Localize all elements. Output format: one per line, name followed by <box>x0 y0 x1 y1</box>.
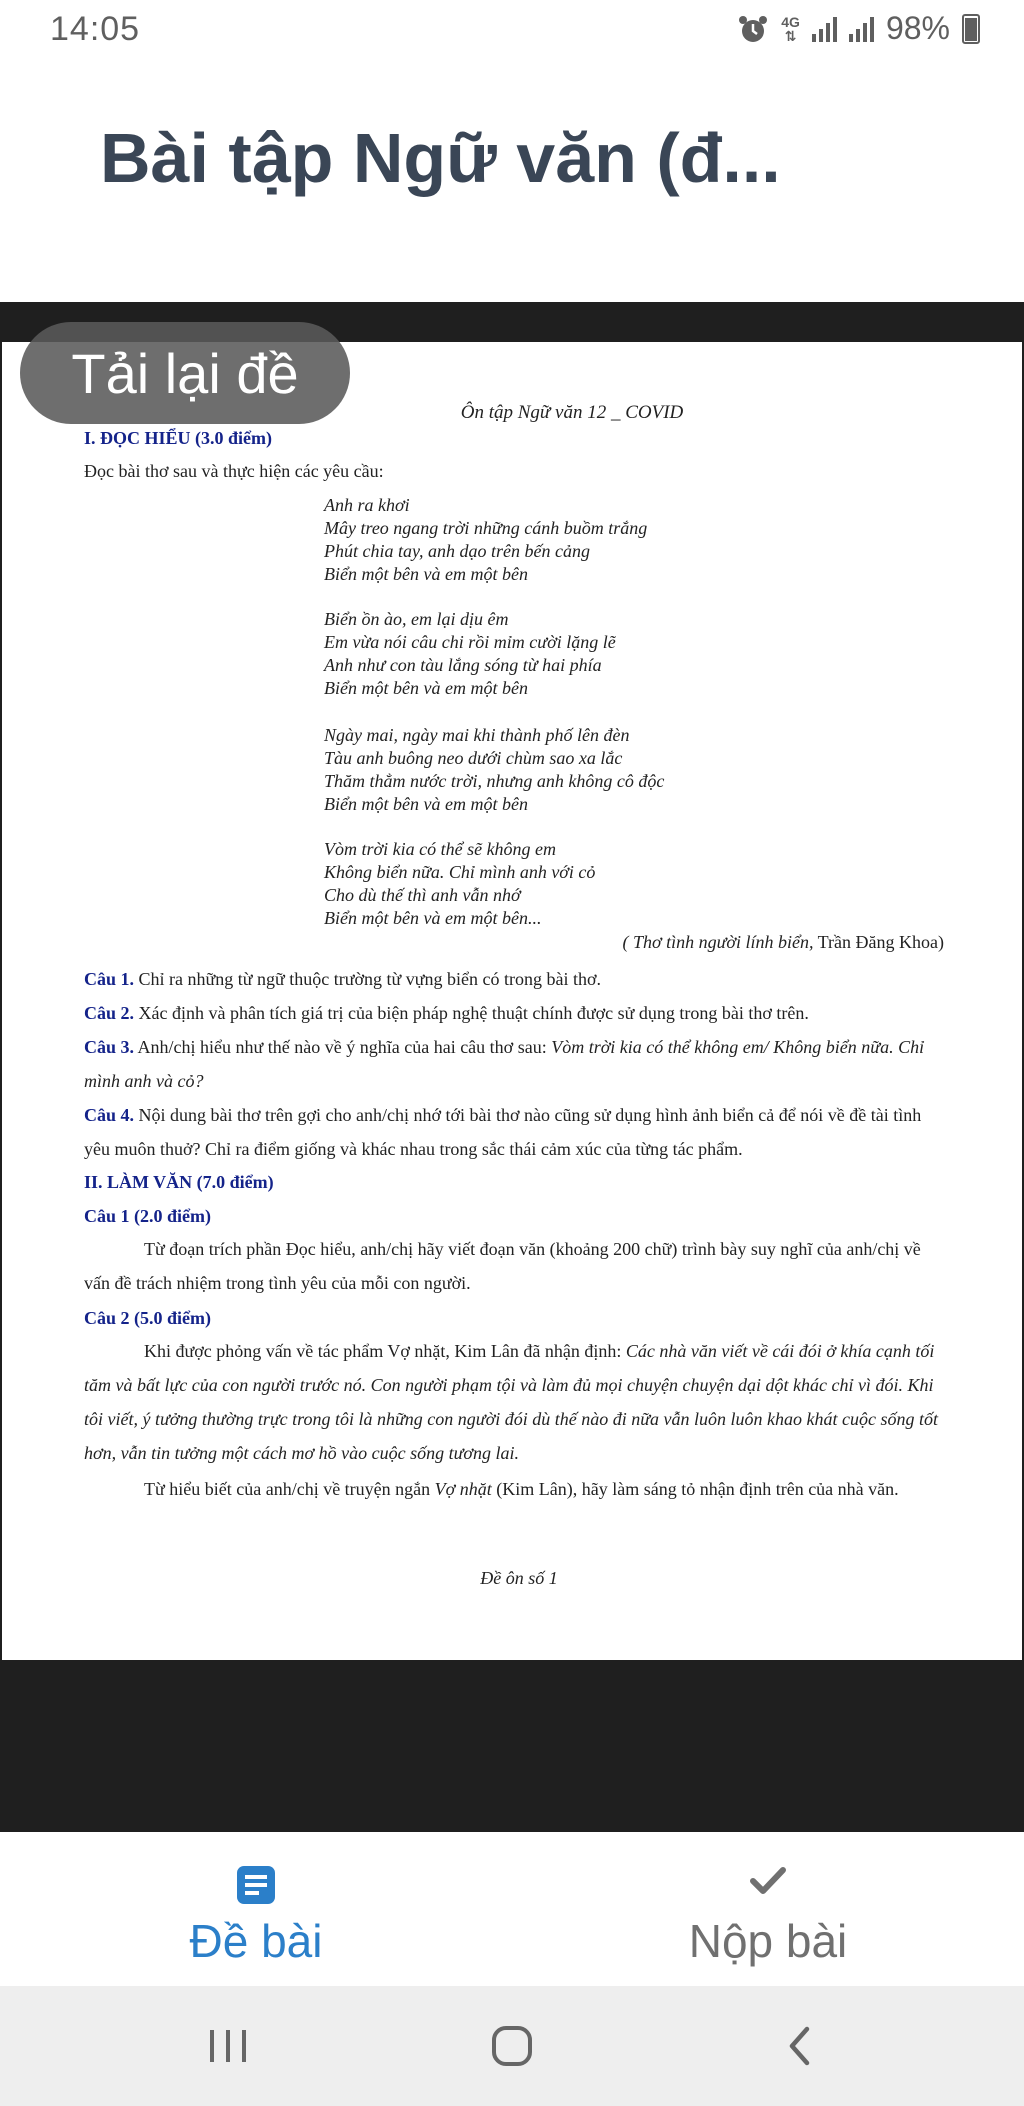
back-button[interactable] <box>770 2016 830 2076</box>
question-3: Câu 3. Anh/chị hiểu như thế nào về ý nghĩa của hai câu thơ sau: Vòm trời kia có thể không em/ Không biển nữa. Chỉ mình anh và cỏ? <box>84 1037 925 1091</box>
poem-line: Tàu anh buông neo dưới chùm sao xa lắc <box>324 748 623 768</box>
writing-part-2-title: Câu 2 (5.0 điểm) <box>84 1308 211 1328</box>
poem-line: Anh như con tàu lắng sóng từ hai phía <box>324 655 602 675</box>
system-nav-bar <box>0 1986 1024 2106</box>
poem-stanza-4 <box>324 838 595 930</box>
network-type-icon: 4G ⇅ <box>781 13 800 44</box>
question-2: Câu 2. Xác định và phân tích giá trị của biện pháp nghệ thuật chính được sử dụng trong bài thơ trên. <box>84 1003 809 1023</box>
poem-line: Mây treo ngang trời những cánh buồm trắng <box>324 518 648 538</box>
document-footer-label: Đề ôn số 1 <box>480 1568 558 1588</box>
writing-part-1-text: Từ đoạn trích phần Đọc hiểu, anh/chị hãy viết đoạn văn (khoảng 200 chữ) trình bày suy nghĩ của anh/chị về vấn đề trách nhiệm trong tình yêu của mỗi con người. <box>84 1239 921 1293</box>
tab-submit[interactable] <box>512 1832 1024 1986</box>
home-icon <box>489 2023 535 2069</box>
writing-part-2-prompt: Khi được phỏng vấn về tác phẩm Vợ nhặt, Kim Lân đã nhận định: Các nhà văn viết về cái đói ở khía cạnh tối tăm và bất lực của con người trước nó. Con người phạm tội và làm đủ mọi chuyện chuyện dại dột khác chỉ vì đói. Khi tôi viết, ý tưởng thường trực trong tôi là những con người đói dù thế nào đi nữa vẫn luôn luôn khao khát cuộc sống tốt hơn, vẫn tin tưởng một cách mơ hồ vào cuộc sống tương lai. <box>84 1341 938 1463</box>
document-icon <box>235 1864 277 1906</box>
document-viewer[interactable] <box>0 302 1024 1832</box>
poem-line: Không biển nữa. Chỉ mình anh với cỏ <box>324 862 596 882</box>
bottom-tab-bar <box>0 1832 1024 1986</box>
status-icons <box>737 10 980 47</box>
question-1: Câu 1. Chỉ ra những từ ngữ thuộc trường từ vựng biển có trong bài thơ. <box>84 969 602 989</box>
status-bar <box>0 0 1024 64</box>
reload-exam-button[interactable]: Tải lại đề <box>20 322 350 424</box>
alarm-icon <box>737 13 769 45</box>
poem-line: Biển một bên và em một bên <box>324 678 528 698</box>
signal-icon <box>812 16 837 42</box>
writing-part-1-title: Câu 1 (2.0 điểm) <box>84 1206 211 1226</box>
poem-line: Phút chia tay, anh dạo trên bến cảng <box>324 541 590 561</box>
poem-stanza-1 <box>324 494 647 586</box>
poem-line: Biển một bên và em một bên <box>324 794 528 814</box>
signal-icon <box>849 16 874 42</box>
poem-line: Anh ra khơi <box>324 495 410 515</box>
poem-line: Ngày mai, ngày mai khi thành phố lên đèn <box>324 725 630 745</box>
document-page <box>2 342 1022 1660</box>
section-reading-title: I. ĐỌC HIỂU (3.0 điểm) <box>84 428 272 448</box>
battery-percent: 98% <box>885 10 950 46</box>
network-type-label: 4G <box>781 13 800 30</box>
poem-line: Biển một bên và em một bên... <box>324 908 542 928</box>
poem-stanza-3 <box>324 724 664 816</box>
poem-stanza-2 <box>324 608 616 700</box>
page-title: Bài tập Ngữ văn (đ... <box>100 119 781 197</box>
tab-exam-label: Đề bài <box>189 1915 323 1967</box>
poem-line: Thăm thẳm nước trời, nhưng anh không cô độc <box>324 771 665 791</box>
question-4: Câu 4. Nội dung bài thơ trên gợi cho anh/chị nhớ tới bài thơ nào cũng sử dụng hình ảnh biển cả để nói về đề tài tình yêu muôn thuở? Chỉ ra điểm giống và khác nhau trong sắc thái cảm xúc của từng tác phẩm. <box>84 1105 922 1159</box>
back-icon <box>785 2024 815 2068</box>
writing-part-2-task: Từ hiểu biết của anh/chị về truyện ngắn Vợ nhặt (Kim Lân), hãy làm sáng tỏ nhận định trên của nhà văn. <box>144 1479 899 1499</box>
poem-line: Biển ồn ào, em lại dịu êm <box>324 609 509 629</box>
checkmark-icon <box>748 1864 788 1898</box>
status-time: 14:05 <box>50 10 141 48</box>
section-writing-title: II. LÀM VĂN (7.0 điểm) <box>84 1172 274 1192</box>
poem-line: Cho dù thế thì anh vẫn nhớ <box>324 885 521 905</box>
home-button[interactable] <box>482 2016 542 2076</box>
tab-submit-label: Nộp bài <box>688 1915 848 1967</box>
poem-line: Vòm trời kia có thể sẽ không em <box>324 839 557 859</box>
recent-apps-icon <box>206 2026 250 2066</box>
tab-exam[interactable] <box>0 1832 512 1986</box>
reading-instruction: Đọc bài thơ sau và thực hiện các yêu cầu: <box>84 461 384 481</box>
poem-line: Biển một bên và em một bên <box>324 564 528 584</box>
poem-attribution: ( Thơ tình người lính biển, Trần Đăng Khoa) <box>622 932 944 952</box>
poem-line: Em vừa nói câu chi rồi mỉm cười lặng lẽ <box>324 632 616 652</box>
battery-icon <box>962 14 980 44</box>
recent-apps-button[interactable] <box>198 2016 258 2076</box>
document-header: Ôn tập Ngữ văn 12 _ COVID <box>460 402 684 423</box>
